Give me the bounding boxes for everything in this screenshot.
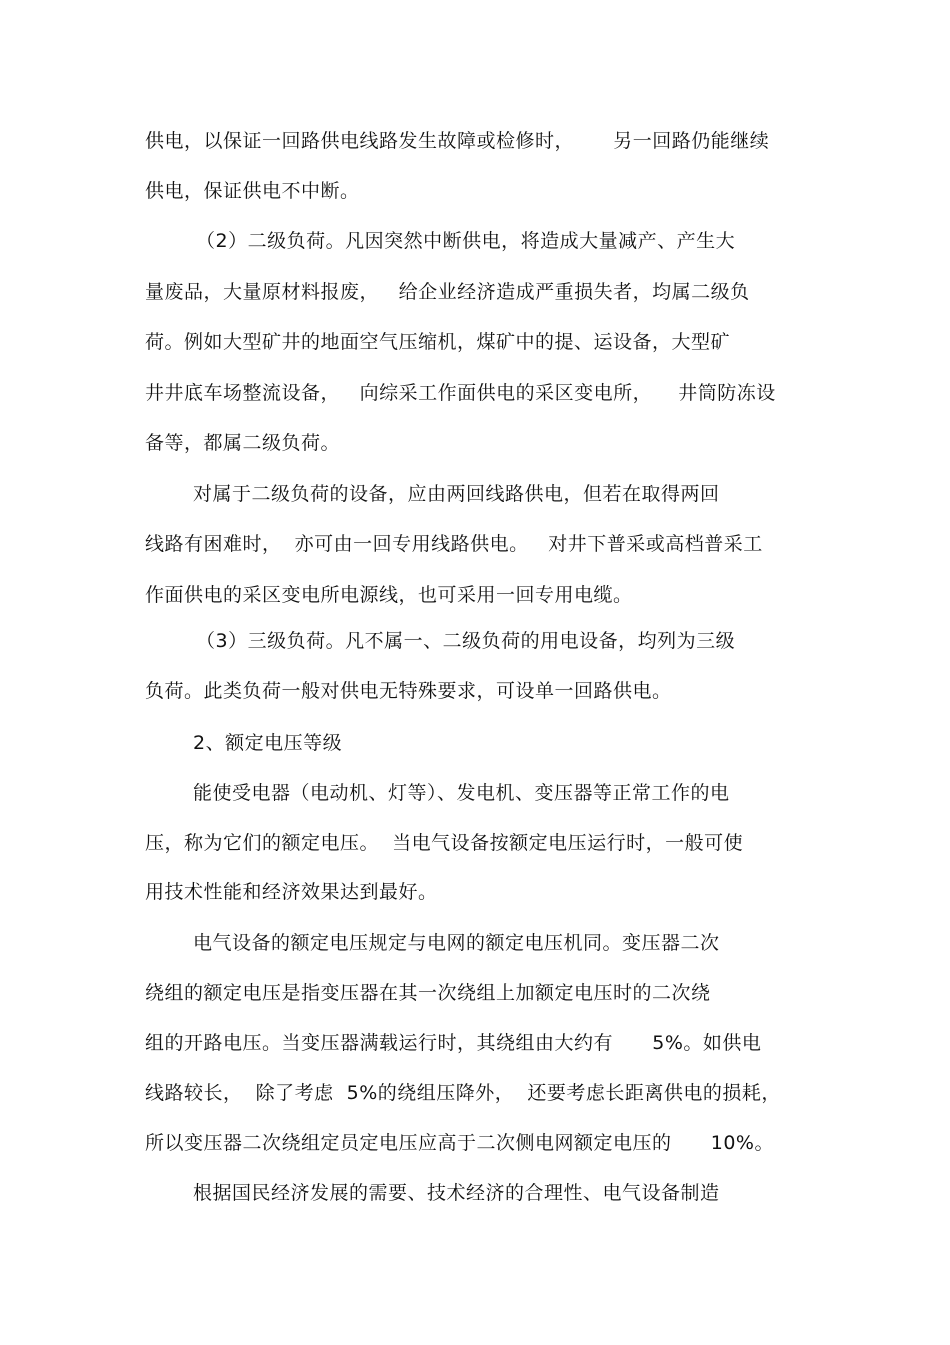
text-line: 线路有困难时， 亦可由一回专用线路供电。 对井下普采或高档普采工 [145, 533, 763, 555]
text-line: 井井底车场整流设备， 向综采工作面供电的采区变电所， 井筒防冻设 [145, 382, 776, 404]
text-line: （3）三级负荷。凡不属一、二级负荷的用电设备，均列为三级 [196, 630, 736, 652]
text-line: 根据国民经济发展的需要、技术经济的合理性、电气设备制造 [193, 1182, 720, 1204]
text-line: 作面供电的采区变电所电源线，也可采用一回专用电缆。 [145, 584, 633, 606]
text-line: 压，称为它们的额定电压。 当电气设备按额定电压运行时，一般可使 [145, 832, 744, 854]
text-line: 对属于二级负荷的设备，应由两回线路供电，但若在取得两回 [193, 483, 720, 505]
section-heading: 2、额定电压等级 [193, 732, 343, 754]
text-line: 线路较长， 除了考虑 5%的绕组压降外， 还要考虑长距离供电的损耗， [145, 1082, 781, 1104]
text-line: 用技术性能和经济效果达到最好。 [145, 881, 438, 903]
text-line: 供电，以保证一回路供电线路发生故障或检修时， 另一回路仍能继续 [145, 130, 770, 152]
text-line: 供电，保证供电不中断。 [145, 180, 360, 202]
text-line: 量废品，大量原材料报废， 给企业经济造成严重损失者，均属二级负 [145, 281, 750, 303]
text-line: 组的开路电压。当变压器满载运行时，其绕组由大约有 5%。如供电 [145, 1032, 762, 1054]
text-line: 能使受电器（电动机、灯等）、发电机、变压器等正常工作的电 [193, 782, 730, 804]
text-line: 负荷。此类负荷一般对供电无特殊要求，可设单一回路供电。 [145, 680, 672, 702]
text-line: （2）二级负荷。凡因突然中断供电，将造成大量减产、产生大 [196, 230, 736, 252]
text-line: 荷。例如大型矿井的地面空气压缩机，煤矿中的提、运设备，大型矿 [145, 331, 731, 353]
text-line: 电气设备的额定电压规定与电网的额定电压机同。变压器二次 [193, 932, 720, 954]
text-line: 绕组的额定电压是指变压器在其一次绕组上加额定电压时的二次绕 [145, 982, 711, 1004]
text-line: 备等，都属二级负荷。 [145, 432, 341, 454]
text-line: 所以变压器二次绕组定员定电压应高于二次侧电网额定电压的 10%。 [145, 1132, 774, 1154]
